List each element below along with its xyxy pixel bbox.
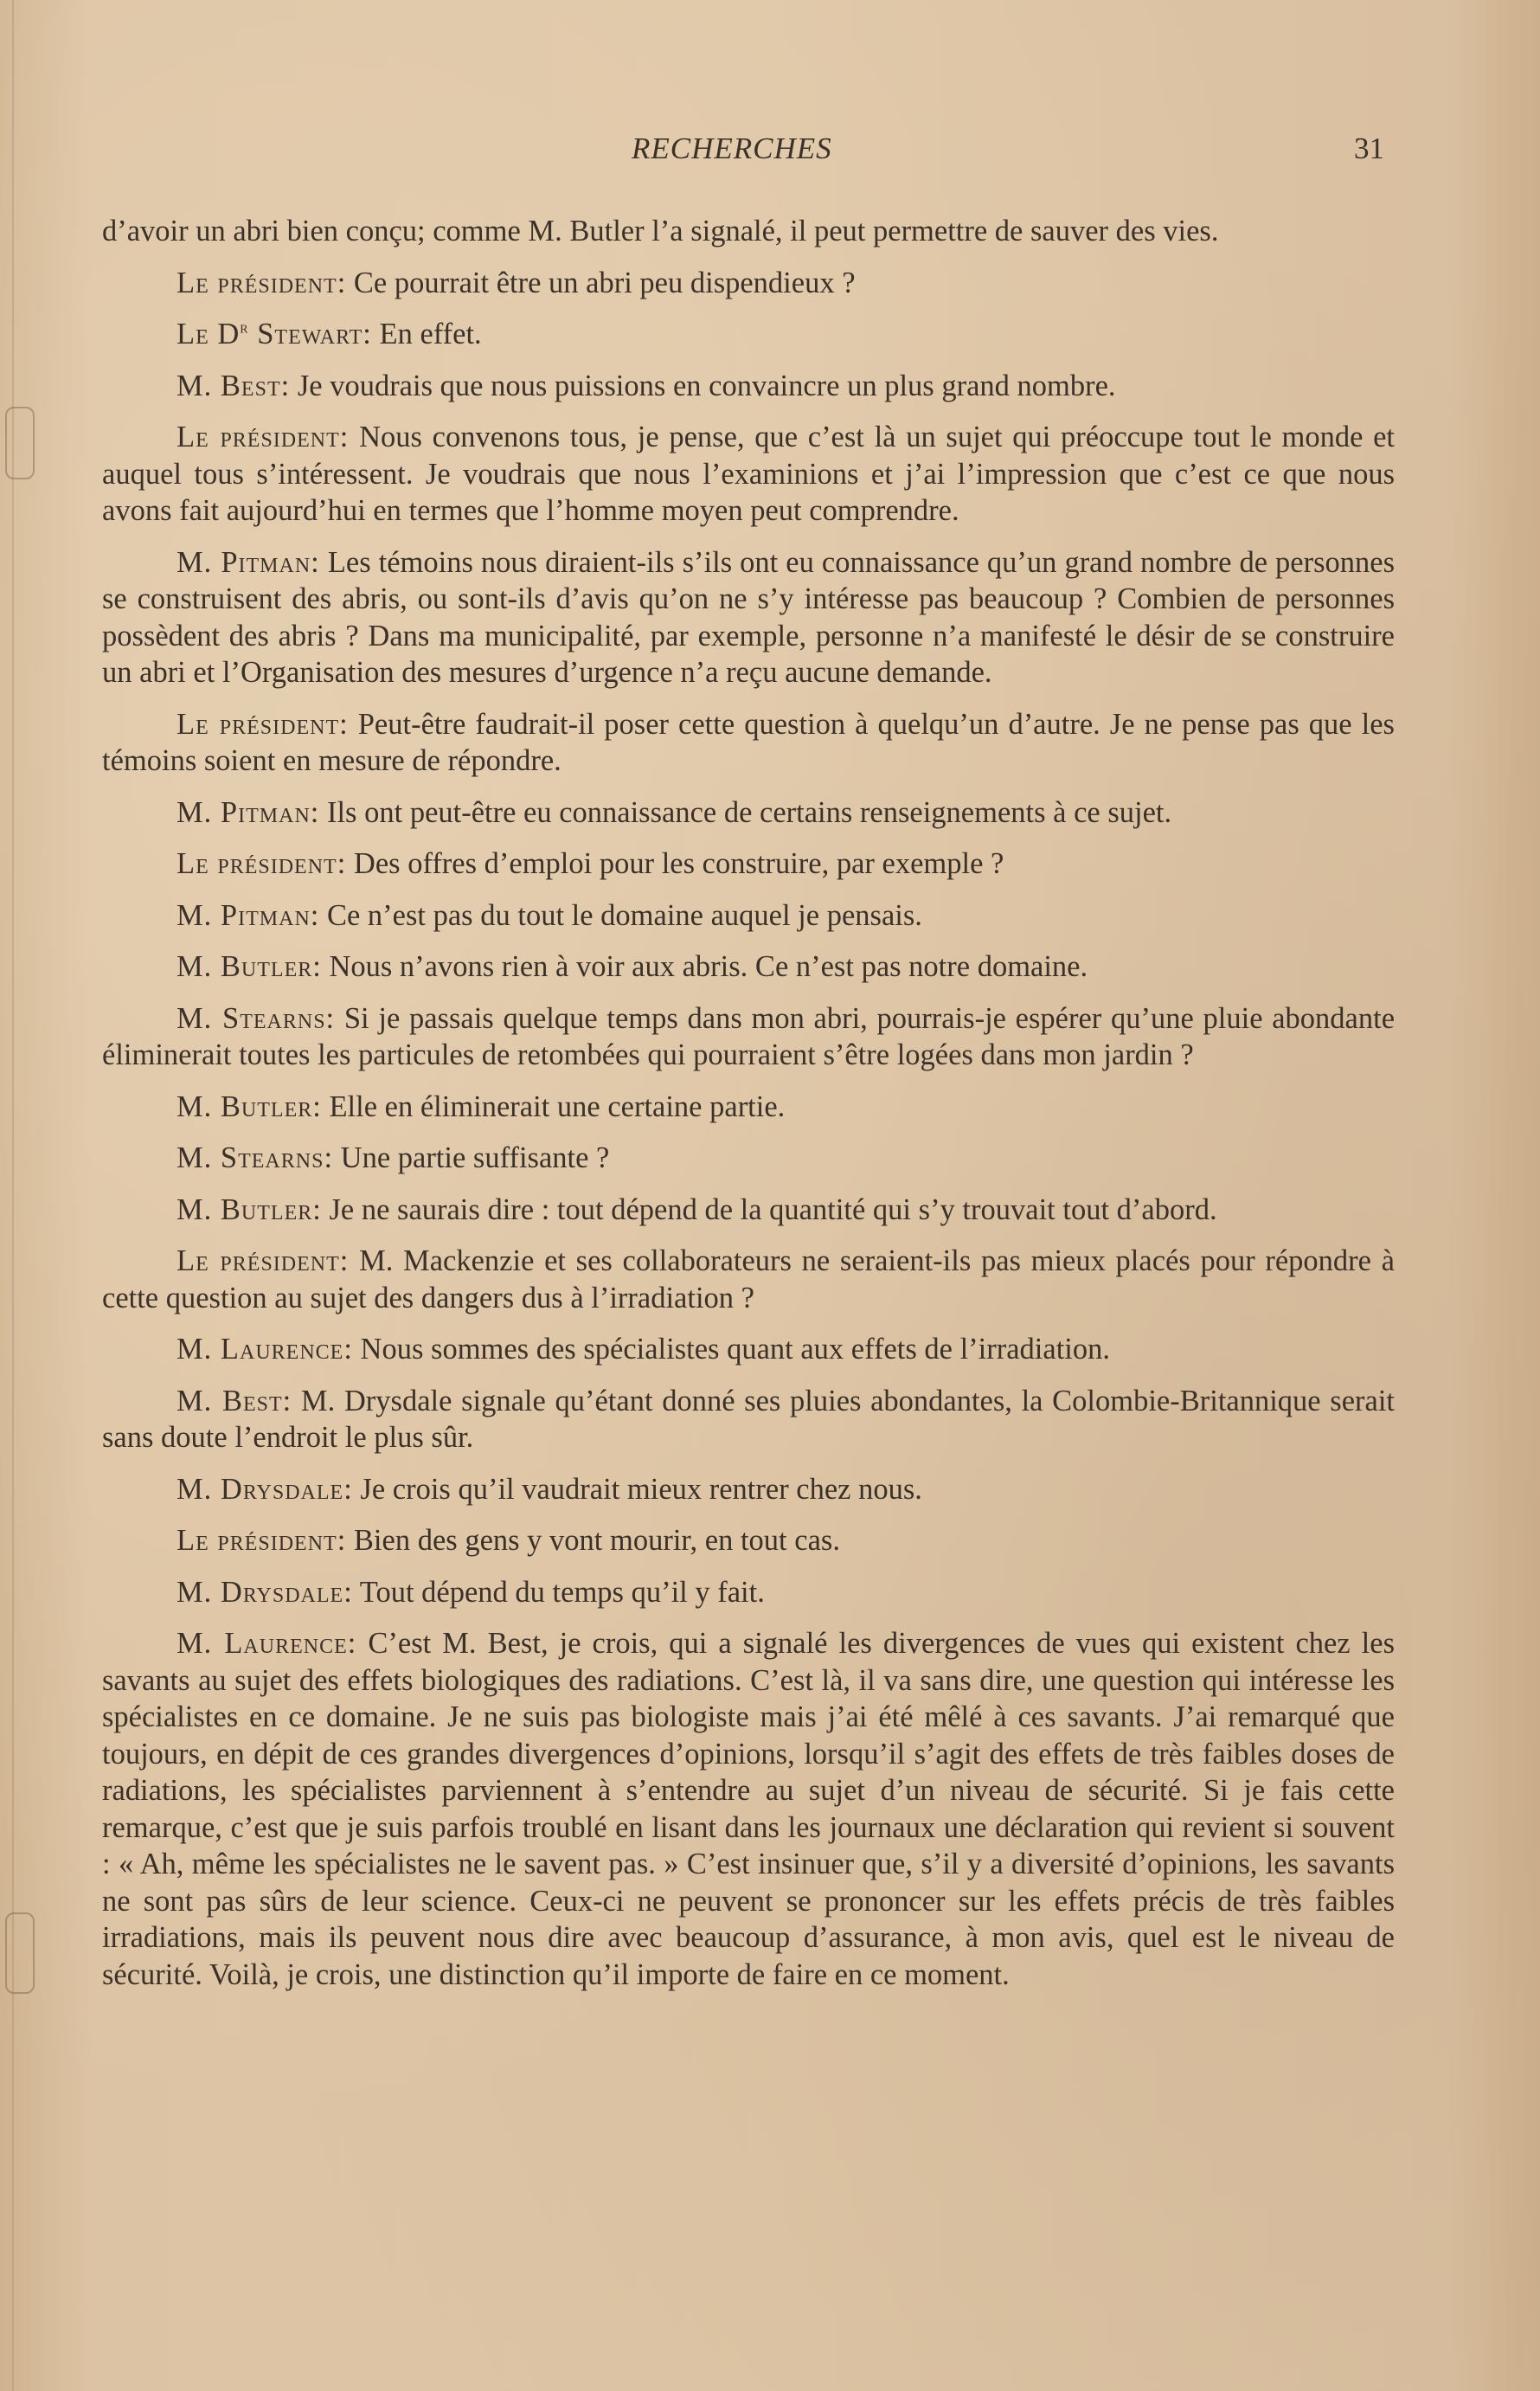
paragraph-text: Si je passais quelque temps dans mon abri, pourrais-je espérer qu’une pluie abondante éliminerait toutes les particules de retombées qui pourraient s’être logées dans mon jardin ? xyxy=(102,1001,1396,1071)
title-superscript: r xyxy=(240,318,249,337)
speaker-label: Le président: xyxy=(176,1524,347,1557)
running-head xyxy=(0,132,1540,175)
paragraph-text: Des offres d’emploi pour les construire, par exemple ? xyxy=(353,847,1004,880)
paragraph xyxy=(102,948,1395,986)
paragraph xyxy=(102,706,1395,780)
paragraph-text: Bien des gens y vont mourir, en tout cas. xyxy=(353,1524,840,1557)
speaker-label: M. Drysdale: xyxy=(176,1575,353,1609)
paragraph-text: Tout dépend du temps qu’il y fait. xyxy=(359,1575,765,1609)
speaker-label: M. Stearns: xyxy=(176,1141,334,1174)
paragraph-text: Nous n’avons rien à voir aux abris. Ce n’est pas notre domaine. xyxy=(329,950,1088,983)
speaker-label: Le président: xyxy=(176,1244,350,1277)
paragraph xyxy=(102,1383,1395,1456)
speaker-label: M. Laurence: xyxy=(176,1333,353,1366)
paragraph-text: C’est M. Best, je crois, qui a signalé les divergences de vues qui existent chez les savants au sujet des effets biologiques des radiations. C’est là, il va sans dire, une question qui intéresse les spécialistes en ce domaine. Je ne suis pas biologiste mais j’ai été mêlé à ces savants. J’ai remarqué que toujours, en dépit de ces grandes divergences d’opinions, lorsqu’il s’agit des effets de très faibles doses de radiations, les spécialistes parviennent à s’entendre au sujet d’un niveau de sécurité. Si je fais cette remarque, c’est que je suis parfois troublé en lisant dans les journaux une déclaration qui revient si souvent : « Ah, même les spécialistes ne le savent pas. » C’est insinuer que, s’il y a diversité d’opinions, les savants ne sont pas sûrs de leur science. Ceux-ci ne peuvent se prononcer sur les effets précis de très faibles irradiations, mais ils peuvent nous dire avec beaucoup d’assurance, à mon avis, quel est le niveau de sécurité. Voilà, je crois, une distinction qu’il importe de faire en ce moment. xyxy=(102,1627,1396,1991)
paragraph xyxy=(102,1574,1395,1611)
page-edge-shadow xyxy=(12,0,14,2391)
speaker-label: M. Stearns: xyxy=(176,1001,336,1035)
page-title: RECHERCHES xyxy=(632,132,832,165)
paragraph-text: Ce n’est pas du tout le domaine auquel je pensais. xyxy=(326,898,922,932)
speaker-label: M. Pitman: xyxy=(176,795,320,829)
speaker-label: M. Best: xyxy=(176,1384,292,1417)
speaker-label: Le $D^r$ Stewart: xyxy=(176,318,372,350)
paragraph-text: Une partie suffisante ? xyxy=(340,1141,610,1174)
paragraph xyxy=(102,1140,1395,1177)
paragraph-text: En effet. xyxy=(379,318,482,350)
paragraph-text: Je ne saurais dire : tout dépend de la quantité qui s’y trouvait tout d’abord. xyxy=(329,1192,1217,1226)
page-number: 31 xyxy=(1354,132,1384,165)
speaker-label: M. Laurence: xyxy=(176,1627,357,1660)
speaker-label: Le président: xyxy=(176,266,347,299)
speaker-label: M. Pitman: xyxy=(176,898,320,932)
paragraph xyxy=(102,1192,1395,1229)
paragraph-text: Nous convenons tous, je pense, que c’est là un sujet qui préoccupe tout le monde et auquel tous s’intéressent. Je voudrais que nous l’examinions et j’ai l’impression que c’est ce que nous avons fait aujourd’hui en termes que l’homme moyen peut comprendre. xyxy=(102,421,1395,527)
speaker-label: M. Butler: xyxy=(176,950,322,983)
paragraph-text: Ce pourrait être un abri peu dispendieux ? xyxy=(353,266,856,299)
paragraph xyxy=(102,1522,1395,1559)
paragraph xyxy=(102,1625,1395,1993)
paragraph xyxy=(102,368,1395,405)
paragraph xyxy=(102,1000,1395,1074)
paragraph-text: Nous sommes des spécialistes quant aux effets de l’irradiation. xyxy=(360,1333,1110,1366)
speaker-label: M. Best: xyxy=(176,369,291,402)
speaker-label: Le président: xyxy=(176,421,350,453)
binding-mark-bottom xyxy=(5,1912,35,1994)
paragraph-text: M. Mackenzie et ses collaborateurs ne seraient-ils pas mieux placés pour répondre à cette question au sujet des dangers dus à l’irradiation ? xyxy=(102,1244,1395,1314)
paragraph-text: M. Drysdale signale qu’étant donné ses pluies abondantes, la Colombie-Britannique serait sans doute l’endroit le plus sûr. xyxy=(102,1384,1395,1454)
speaker-label: M. Butler: xyxy=(176,1192,322,1226)
paragraph xyxy=(102,265,1395,302)
paragraph-text: Ils ont peut-être eu connaissance de certains renseignements à ce sujet. xyxy=(326,795,1172,829)
speaker-label: M. Pitman: xyxy=(176,545,320,579)
paragraph xyxy=(102,316,1395,353)
paragraph xyxy=(102,1331,1395,1368)
paragraph xyxy=(102,544,1395,691)
paragraph-text: Je voudrais que nous puissions en convaincre un plus grand nombre. xyxy=(297,369,1116,402)
paragraph-text: Les témoins nous diraient-ils s’ils ont eu connaissance qu’un grand nombre de personnes se construisent des abris, ou sont-ils d’avis qu’on ne s’y intéresse pas beaucoup ? Combien de personnes possèdent des abris ? Dans ma municipalité, par exemple, personne n’a manifesté le désir de se construire un abri et l’Organisation des mesures d’urgence n’a reçu aucune demande. xyxy=(102,545,1396,689)
speaker-label: M. Drysdale: xyxy=(176,1472,353,1506)
paragraph xyxy=(102,794,1395,832)
body-text xyxy=(102,213,1395,2008)
paragraph-text: Je crois qu’il vaudrait mieux rentrer chez nous. xyxy=(360,1472,922,1506)
paragraph xyxy=(102,845,1395,883)
paragraph xyxy=(102,1243,1395,1316)
paragraph xyxy=(102,419,1395,530)
paragraph-text: Elle en éliminerait une certaine partie. xyxy=(329,1089,786,1123)
paragraph xyxy=(102,1089,1395,1126)
paragraph-text: d’avoir un abri bien conçu; comme M. Butler l’a signalé, il peut permettre de sauver des vies. xyxy=(102,215,1219,247)
binding-mark-top xyxy=(5,407,35,479)
paragraph xyxy=(102,897,1395,935)
speaker-label: Le président: xyxy=(176,847,347,880)
speaker-label: Le président: xyxy=(176,707,349,741)
paragraph xyxy=(102,213,1395,250)
paragraph-text: Peut-être faudrait-il poser cette question à quelqu’un d’autre. Je ne pense pas que les témoins soient en mesure de répondre. xyxy=(102,707,1395,777)
speaker-label: M. Butler: xyxy=(176,1089,322,1123)
paragraph xyxy=(102,1471,1395,1508)
